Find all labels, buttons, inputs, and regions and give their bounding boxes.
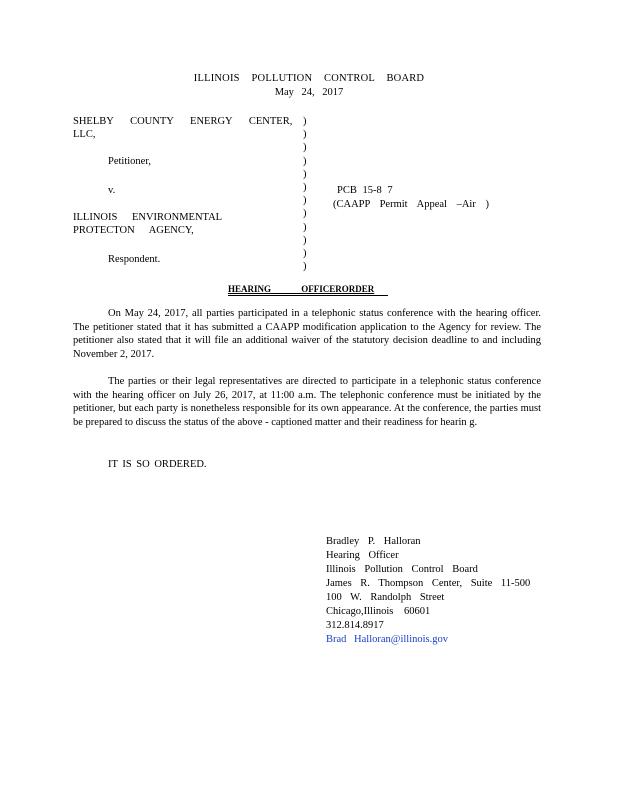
signature-name: Bradley P. Halloran	[326, 536, 421, 547]
respondent-name-line1: ILLINOIS ENVIRONMENTAL	[73, 212, 223, 223]
order-date: May 24, 2017	[274, 87, 344, 98]
respondent-name-line2: PROTECTON AGENCY,	[73, 225, 194, 236]
signature-email-link[interactable]: Brad Halloran@illinois.gov	[326, 634, 448, 645]
caption-parentheses: ) ) ) ) ) ) ) ) ) ) ) )	[303, 116, 307, 273]
order-closing: IT IS SO ORDERED.	[108, 459, 207, 470]
signature-city: Chicago,Illinois 60601	[326, 606, 431, 617]
respondent-role: Respondent.	[108, 254, 161, 265]
signature-phone: 312.814.8917	[326, 620, 384, 631]
signature-street: 100 W. Randolph Street	[326, 592, 445, 603]
case-number: PCB 15-8 7	[337, 185, 393, 196]
case-type: (CAAPP Permit Appeal –Air )	[333, 199, 489, 210]
order-paragraph-1: On May 24, 2017, all parties participated in a telephonic status conference with the hearing officer. The petitioner stated that it has submitted a CAAPP modification application to the Agency for review. The petitioner also stated that it will file an additional waiver of the statutory decision deadline to and including November 2, 2017.	[73, 308, 541, 360]
signature-title: Hearing Officer	[326, 550, 399, 561]
petitioner-name-line2: LLC,	[73, 129, 96, 140]
heading-underline	[228, 295, 388, 296]
versus-label: v.	[108, 185, 116, 196]
signature-building: James R. Thompson Center, Suite 11-500	[326, 578, 531, 589]
board-title: ILLINOIS POLLUTION CONTROL BOARD	[193, 73, 425, 84]
order-heading: HEARING OFFICERORDER	[228, 284, 375, 294]
petitioner-role: Petitioner,	[108, 156, 152, 167]
signature-org: Illinois Pollution Control Board	[326, 564, 478, 575]
order-paragraph-2: The parties or their legal representatives are directed to participate in a telephonic status conference with the hearing officer on July 26, 2017, at 11:00 a.m. The telephonic conference must be initiated by the petitioner, but each party is nonetheless responsible for its own appearance. At the conference, the parties must be prepared to discuss the status of the above - captioned matter and their readiness for hearin g.	[73, 376, 541, 428]
petitioner-name-line1: SHELBY COUNTY ENERGY CENTER,	[73, 116, 293, 127]
